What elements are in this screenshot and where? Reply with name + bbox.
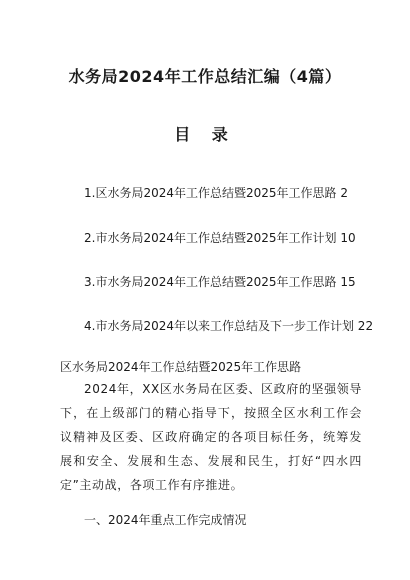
toc-item-3[interactable]: 3.市水务局2024年工作总结暨2025年工作思路 15 — [84, 275, 356, 289]
body-paragraph: 2024年，XX区水务局在区委、区政府的坚强领导下，在上级部门的精心指导下，按照全区水利工作会议精神及区委、区政府确定的各项目标任务，统筹发展和安全、发展和生态、发展和民生，打好“四水四定”主动战，各项工作有序推进。 — [60, 382, 362, 492]
article-title: 区水务局2024年工作总结暨2025年工作思路 — [60, 360, 302, 374]
toc-heading: 目 录 — [174, 125, 236, 144]
toc-item-4[interactable]: 4.市水务局2024年以来工作总结及下一步工作计划 22 — [84, 319, 374, 333]
toc-item-1[interactable]: 1.区水务局2024年工作总结暨2025年工作思路 2 — [84, 186, 348, 200]
document-title: 水务局2024年工作总结汇编（4篇） — [68, 67, 342, 86]
toc-item-2[interactable]: 2.市水务局2024年工作总结暨2025年工作计划 10 — [84, 231, 356, 245]
section-heading: 一、2024年重点工作完成情况 — [84, 513, 247, 527]
